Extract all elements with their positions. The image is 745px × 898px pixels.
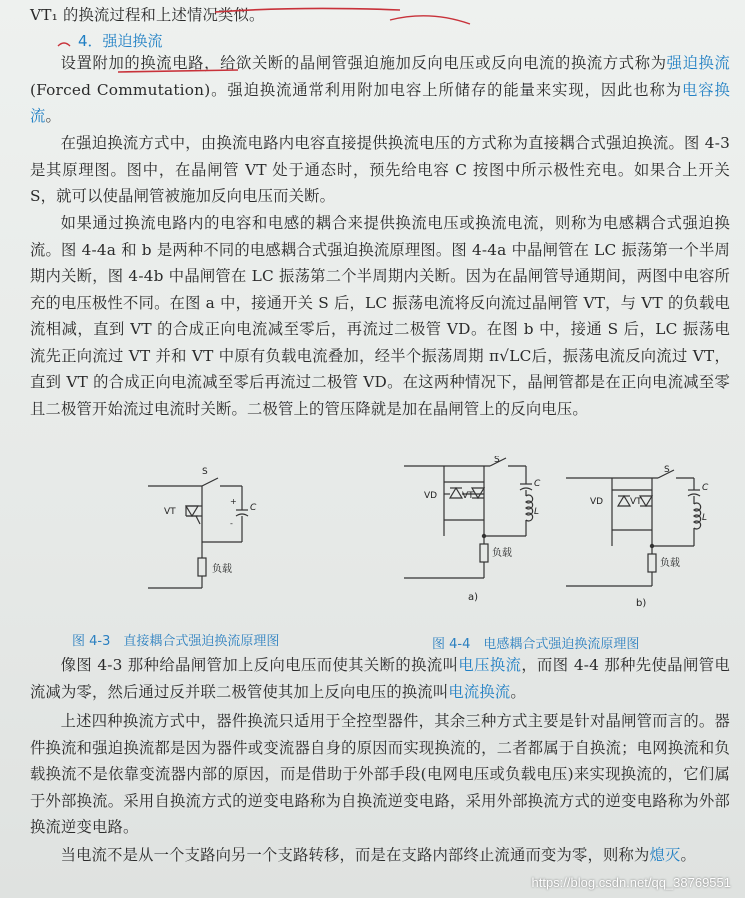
term-voltage-commutation: 电压换流 (458, 656, 522, 674)
fig43-label-minus: - (230, 519, 233, 528)
figure-4-4a-circuit (398, 456, 546, 604)
paragraph-four-methods: 上述四种换流方式中，器件换流只适用于全控型器件，其余三种方式主要是针对晶闸管而言的。器件换流和强迫换流都是因为器件或变流器自身的原因而实现换流的，二者都属于自换流；电网换流和负载换流不是依靠变流器内部的原因，而是借助于外部手段(电网电压或负载电压)来实现换流的，它们属于外部换流。采用自换流方式的逆变电路称为自换流逆变电路，采用外部换流方式的逆变电路称为外部换流逆变电路。 (30, 712, 730, 836)
fig43-label-load: 负载 (212, 564, 232, 575)
paragraph-forced-commutation: 设置附加的换流电路，给欲关断的晶闸管强迫施加反向电压或反向电流的换流方式称为强迫换流(Forced Commutation)。强迫换流通常利用附加电容上所储存的能量来实现，因此也称为电容换流。 (30, 54, 730, 125)
watermark: https://blog.csdn.net/qq_38769551 (531, 875, 731, 890)
paragraph-inductive-coupled: 如果通过换流电路内的电容和电感的耦合来提供换流电压或换流电流，则称为电感耦合式强迫换流。图 4-4a 和 b 是两种不同的电感耦合式强迫换流原理图。图 4-4a 中晶闸管在 LC 振荡第一个半周期内关断，图 4-4b 中晶闸管在 LC 振荡第二个半周期内关断。因为在晶闸管导通期间，两图中电容所充的电压极性不同。在图 a 中，接通开关 S 后，LC 振荡电流将反向流过晶闸管 VT，与 VT 的负载电流相减，直到 VT 的合成正向电流减至零后，再流过二极管 VD。在图 b 中，接通 S 后，LC 振荡电流先正向流过 VT 并和 VT 中原有负载电流叠加，经半个振荡周期 π√LC后，振荡电流反向流过 VT，直到 VT 的合成正向电流减至零后再流过二极管 VD。在这两种情况下，晶闸管都是在正向电流减至零且二极管开始流过电流时关断。二极管上的管压降就是加在晶闸管上的反向电压。 (30, 214, 730, 418)
fig44b-label-l: L (702, 513, 708, 523)
fig44a-label-vt: VT (462, 491, 474, 501)
fig44a-label-c: C (534, 479, 541, 489)
figure-4-3-circuit (140, 462, 280, 594)
fig44b-label-vd: VD (590, 497, 604, 507)
term-forced-commutation: 强迫换流 (666, 54, 730, 72)
fig43-label-c: C (250, 503, 257, 513)
term-current-commutation: 电流换流 (448, 682, 511, 701)
paragraph-extinction: 当电流不是从一个支路向另一个支路转移，而是在支路内部终止流通而变为零，则称为熄灭。 (60, 846, 696, 864)
term-extinction: 熄灭 (649, 846, 681, 864)
text-line-intro: VT₁ 的换流过程和上述情况类似。 (30, 6, 265, 24)
fig44a-label-l: L (534, 507, 540, 517)
fig44b-label-vt: VT (630, 497, 642, 507)
fig44a-label-a: a) (468, 592, 479, 603)
figure-4-4b-circuit (560, 460, 720, 610)
section-heading: 4．强迫换流 (78, 32, 163, 50)
fig43-label-vt: VT (164, 507, 176, 517)
fig44a-label-vd: VD (424, 491, 438, 501)
fig43-label-s: S (202, 467, 208, 477)
paragraph-direct-coupled: 在强迫换流方式中，由换流电路内电容直接提供换流电压的方式称为直接耦合式强迫换流。图 4-3 是其原理图。图中，在晶闸管 VT 处于通态时，预先给电容 C 按图中所示极性充电。如果合上开关 S，就可以使晶闸管被施加反向电压而关断。 (30, 134, 730, 205)
fig44b-label-load: 负载 (660, 558, 680, 569)
paragraph-voltage-current-commutation: 像图 4-3 那种给晶闸管加上反向电压而使其关断的换流叫电压换流，而图 4-4 那种先使晶闸管电流减为零，然后通过反并联二极管使其加上反向电压的换流叫电流换流。 (30, 656, 731, 701)
fig44b-label-c: C (702, 483, 709, 493)
figure-4-3-caption: 图 4-3 直接耦合式强迫换流原理图 (72, 634, 280, 649)
fig44a-label-load: 负载 (492, 548, 512, 559)
fig44a-label-s: S (494, 456, 500, 465)
fig43-label-plus: + (230, 497, 237, 506)
term-capacitor-commutation: 电容换流 (30, 80, 730, 125)
fig44b-label-b: b) (636, 598, 647, 609)
fig44b-label-s: S (664, 465, 670, 475)
figure-4-4-caption: 图 4-4 电感耦合式强迫换流原理图 (432, 637, 640, 652)
